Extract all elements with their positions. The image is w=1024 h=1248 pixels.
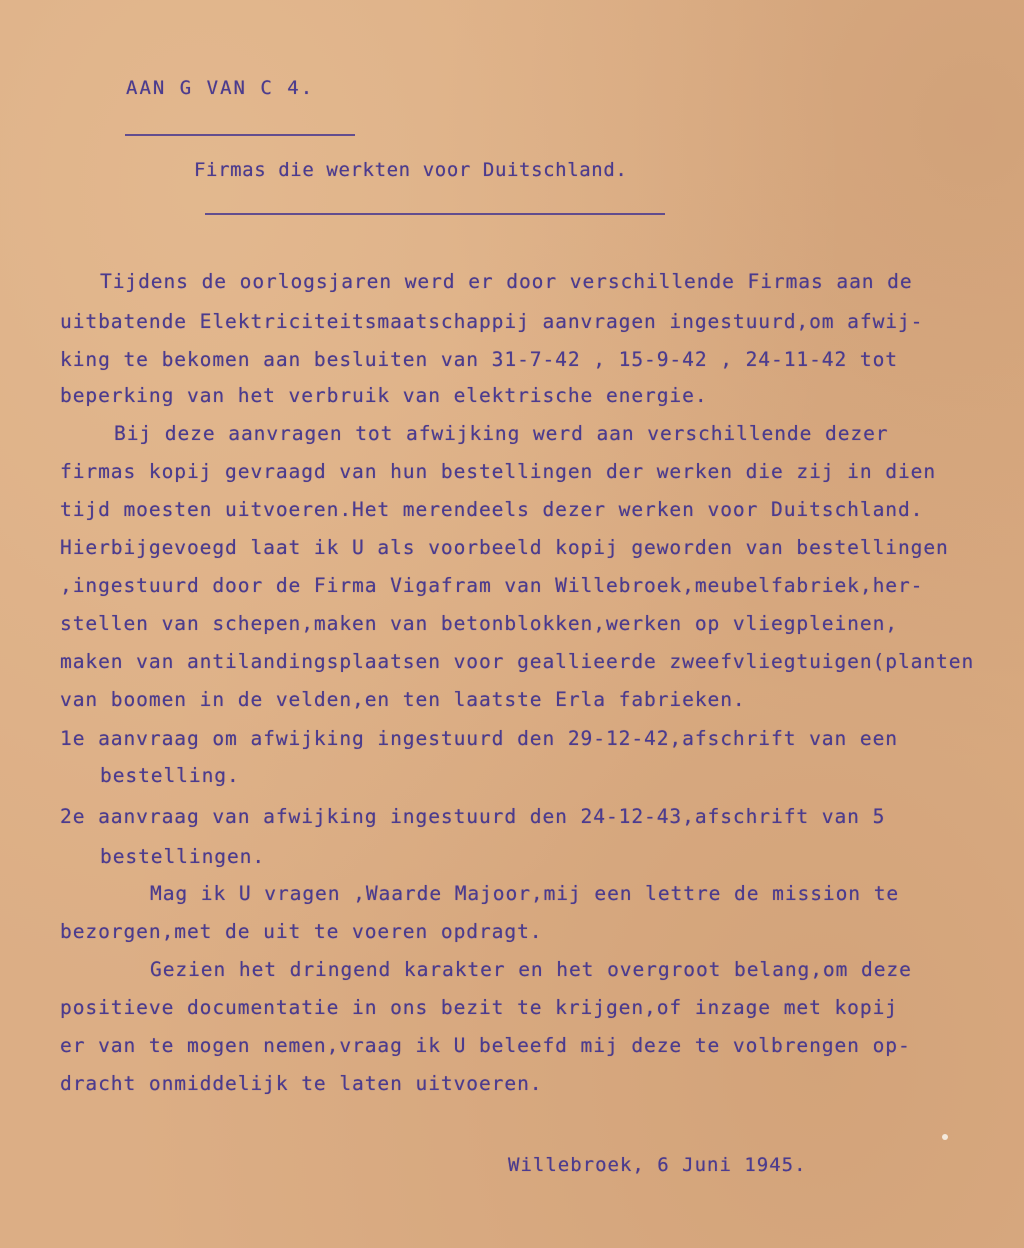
body-line: tijd moesten uitvoeren.Het merendeels dezer werken voor Duitschland.	[60, 498, 924, 521]
body-line: Bij deze aanvragen tot afwijking werd aan verschillende dezer	[114, 422, 889, 445]
body-line: king te bekomen aan besluiten van 31-7-42 , 15-9-42 , 24-11-42 tot	[60, 348, 898, 371]
subject-underline	[205, 213, 665, 215]
body-line: Gezien het dringend karakter en het overgroot belang,om deze	[150, 958, 912, 981]
body-line: firmas kopij gevraagd van hun bestellingen der werken die zij in dien	[60, 460, 937, 483]
subject-line: Firmas die werkten voor Duitschland.	[194, 159, 628, 181]
addressee-underline	[125, 134, 355, 136]
body-line: ,ingestuurd door de Firma Vigafram van Willebroek,meubelfabriek,her-	[60, 574, 924, 597]
body-line: Tijdens de oorlogsjaren werd er door verschillende Firmas aan de	[100, 270, 913, 293]
body-line: bestellingen.	[100, 845, 266, 868]
body-line: Hierbijgevoegd laat ik U als voorbeeld kopij geworden van bestellingen	[60, 536, 949, 559]
paper-speck	[942, 1134, 948, 1140]
body-line: maken van antilandingsplaatsen voor geallieerde zweefvliegtuigen(planten	[60, 650, 975, 673]
body-line: uitbatende Elektriciteitsmaatschappij aanvragen ingestuurd,om afwij-	[60, 310, 924, 333]
place-and-date: Willebroek, 6 Juni 1945.	[508, 1154, 807, 1176]
body-line: beperking van het verbruik van elektrische energie.	[60, 384, 708, 407]
addressee-line: AAN G VAN C 4.	[126, 77, 315, 99]
body-line: stellen van schepen,maken van betonblokken,werken op vliegpleinen,	[60, 612, 898, 635]
body-line: van boomen in de velden,en ten laatste Erla fabrieken.	[60, 688, 746, 711]
body-line: 2e aanvraag van afwijking ingestuurd den 24-12-43,afschrift van 5	[60, 805, 886, 828]
body-line: Mag ik U vragen ,Waarde Majoor,mij een lettre de mission te	[150, 882, 900, 905]
body-line: 1e aanvraag om afwijking ingestuurd den 29-12-42,afschrift van een	[60, 727, 898, 750]
body-line: positieve documentatie in ons bezit te krijgen,of inzage met kopij	[60, 996, 898, 1019]
body-line: er van te mogen nemen,vraag ik U beleefd mij deze te volbrengen op-	[60, 1034, 911, 1057]
body-line: bestelling.	[100, 764, 240, 787]
body-line: bezorgen,met de uit te voeren opdragt.	[60, 920, 543, 943]
body-line: dracht onmiddelijk te laten uitvoeren.	[60, 1072, 543, 1095]
